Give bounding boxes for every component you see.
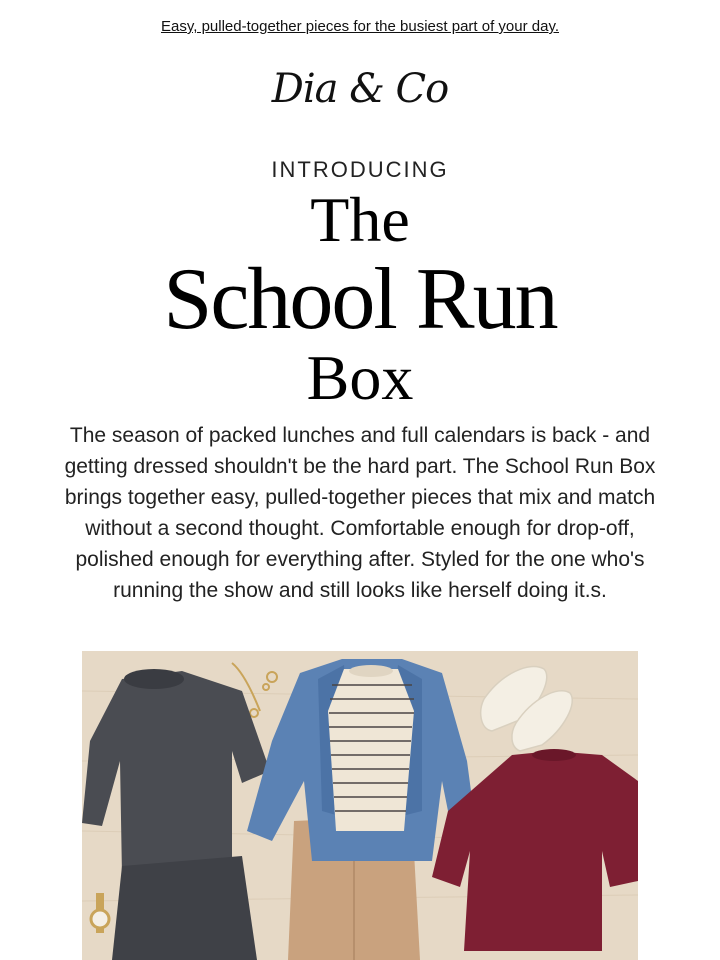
- hero-image[interactable]: [82, 651, 638, 960]
- body-copy: The season of packed lunches and full calendars is back - and getting dressed shouldn't be the hard part. The School Run Box brings together easy, pulled-together pieces that mix and match without a second thought. Comfortable enough for drop-off, polished enough for everything after. Styled for the one who's running the show and still looks like herself doing it.s.: [64, 424, 656, 602]
- brand-logo[interactable]: Dia & Co: [271, 66, 449, 112]
- headline-line-2: School Run: [163, 251, 557, 348]
- headline-line-3: Box: [306, 342, 414, 413]
- headline-kicker: INTRODUCING: [271, 157, 449, 182]
- preheader: [0, 17, 720, 37]
- striped-tee: [328, 665, 414, 831]
- hero-illustration: [82, 651, 638, 960]
- charcoal-shorts: [112, 856, 257, 960]
- preheader-link[interactable]: Easy, pulled-together pieces for the busiest part of your day.: [161, 18, 559, 35]
- headline-line-1: The: [310, 184, 410, 255]
